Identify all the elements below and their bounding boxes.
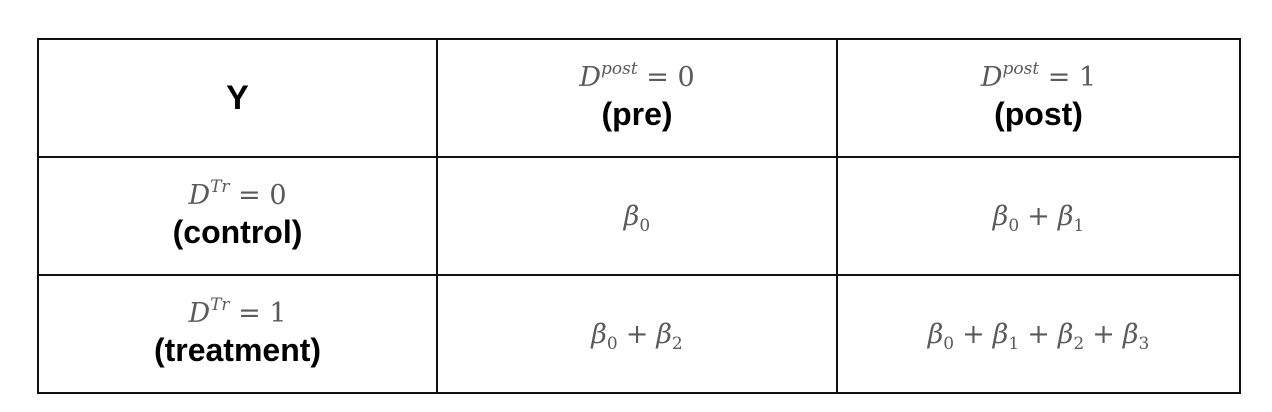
control-row (38, 157, 1240, 275)
col-header-post-formula: $D^{post} = 1$ (980, 59, 1097, 93)
col-header-post (837, 39, 1240, 157)
cell-control-pre-formula: $\beta_0$ (623, 200, 651, 236)
row-header-treatment-formula: $D^{Tr} = 1$ (188, 295, 287, 329)
outcome-label: Y (226, 78, 249, 117)
col-header-pre-formula: $D^{post} = 0$ (579, 59, 695, 93)
cell-treatment-post (837, 275, 1240, 393)
treatment-row (38, 275, 1240, 393)
col-header-pre (437, 39, 837, 157)
cell-treatment-pre (437, 275, 837, 393)
cell-control-post (837, 157, 1240, 275)
cell-treatment-post-formula: $\beta_0 + \beta_1 + \beta_2 + \beta_3$ (927, 318, 1150, 354)
cell-treatment-pre-formula: $\beta_0 + \beta_2$ (591, 318, 683, 354)
corner-cell (38, 39, 437, 157)
cell-control-post-formula: $\beta_0 + \beta_1$ (992, 200, 1085, 236)
row-header-control (38, 157, 437, 275)
cell-control-pre (437, 157, 837, 275)
row-header-control-formula: $D^{Tr} = 0$ (188, 177, 287, 211)
col-header-post-label: (post) (994, 96, 1083, 132)
row-header-treatment-label: (treatment) (153, 332, 322, 368)
col-header-pre-label: (pre) (601, 96, 673, 132)
header-row (38, 39, 1240, 157)
row-header-control-label: (control) (172, 214, 303, 250)
did-regression-table (37, 38, 1241, 394)
row-header-treatment (38, 275, 437, 393)
